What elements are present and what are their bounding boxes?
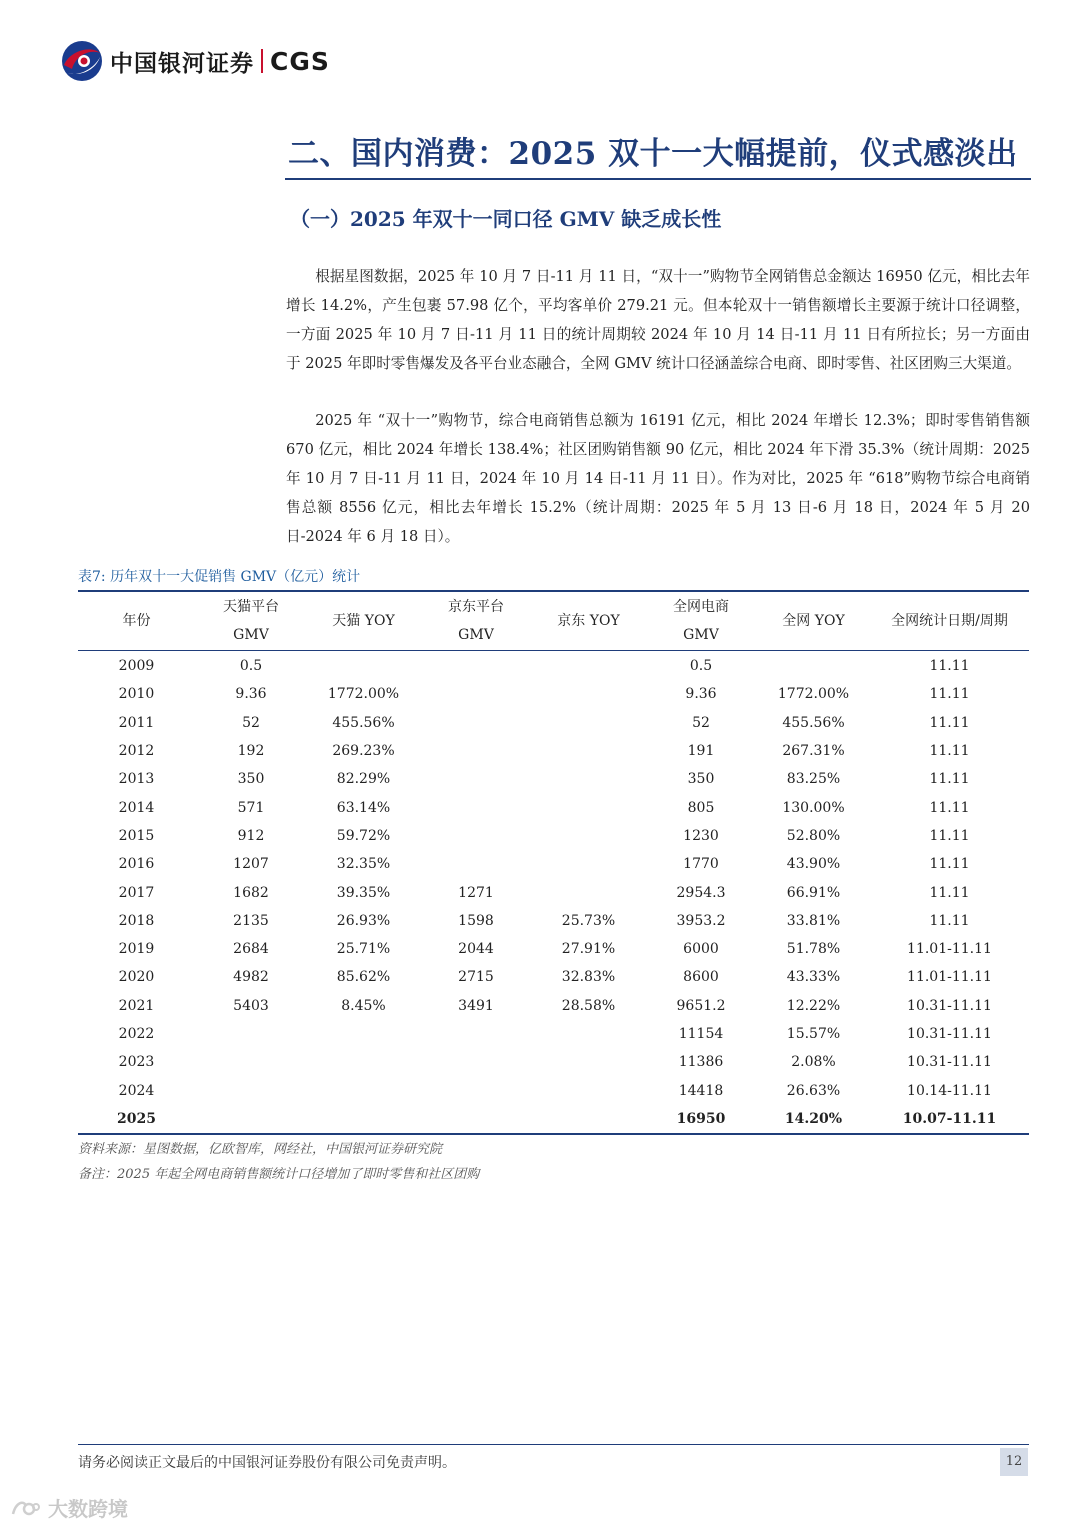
cell-jd-gmv: 2715 <box>458 969 494 986</box>
cell-jd-gmv <box>420 1048 532 1076</box>
table-row <box>78 1020 1029 1048</box>
cell-tmall-gmv: 9.36 <box>235 686 267 703</box>
cell-tmall-gmv: 1682 <box>233 884 269 901</box>
cell-all-gmv: 3953.2 <box>676 912 726 929</box>
cell-jd-yoy <box>532 1076 645 1104</box>
cell-period: 10.31-11.11 <box>907 1026 992 1042</box>
table-row <box>78 765 1029 793</box>
cell-tmall-gmv <box>195 1076 307 1104</box>
watermark <box>10 1493 128 1522</box>
cell-year: 2024 <box>118 1082 155 1099</box>
page-number: 12 <box>1000 1448 1028 1476</box>
cell-jd-gmv <box>420 1076 532 1104</box>
table-row <box>78 935 1029 963</box>
cell-jd-gmv <box>420 1020 532 1048</box>
cell-tmall-yoy <box>307 650 420 680</box>
cell-year: 2019 <box>118 941 155 958</box>
cell-year: 2023 <box>118 1054 155 1071</box>
table-row <box>78 850 1029 878</box>
cell-period: 10.31-11.11 <box>907 997 992 1014</box>
cell-jd-yoy <box>532 878 645 906</box>
cell-period: 11.11 <box>929 912 970 929</box>
cell-all-gmv: 11154 <box>678 1026 724 1042</box>
footer-rule <box>78 1444 1029 1445</box>
header-jd-yoy: 京东 YOY <box>557 613 620 629</box>
cell-tmall-gmv: 192 <box>237 743 265 760</box>
cell-all-yoy: 130.00% <box>782 799 845 816</box>
table-row <box>78 737 1029 765</box>
cell-jd-gmv: 1598 <box>458 912 494 929</box>
cell-all-yoy: 1772.00% <box>777 686 850 703</box>
cell-jd-yoy <box>532 1048 645 1076</box>
cell-all-gmv: 9651.2 <box>676 997 726 1014</box>
watermark-logo-icon <box>10 1496 40 1520</box>
header-jd-gmv: 京东平台 GMV <box>448 599 504 643</box>
section-subtitle: （一）2025 年双十一同口径 GMV 缺乏成长性 <box>290 207 722 231</box>
table-body <box>78 650 1029 1133</box>
cell-jd-yoy <box>532 737 645 765</box>
header-all-yoy: 全网 YOY <box>782 613 845 629</box>
galaxy-logo-icon <box>60 39 104 83</box>
cell-period: 11.11 <box>929 884 970 901</box>
cell-tmall-gmv: 571 <box>237 799 265 816</box>
cell-jd-gmv <box>420 650 532 680</box>
cell-period: 10.31-11.11 <box>907 1054 992 1071</box>
cell-period: 11.01-11.11 <box>907 941 992 958</box>
cell-tmall-yoy: 63.14% <box>336 799 391 816</box>
table-row <box>78 650 1029 680</box>
cell-tmall-gmv <box>195 1105 307 1133</box>
cell-all-yoy: 51.78% <box>786 941 841 958</box>
table-row <box>78 907 1029 935</box>
cell-year: 2017 <box>118 884 155 901</box>
cell-period: 11.11 <box>929 743 970 760</box>
table-row <box>78 963 1029 991</box>
cell-tmall-gmv: 2684 <box>233 941 269 958</box>
cell-all-yoy: 33.81% <box>786 912 841 929</box>
cell-jd-yoy <box>532 1020 645 1048</box>
table-header-row <box>78 592 1029 650</box>
cell-year: 2016 <box>118 856 155 873</box>
cell-tmall-yoy <box>307 1076 420 1104</box>
cell-tmall-yoy: 82.29% <box>336 771 391 788</box>
cell-all-gmv: 805 <box>687 799 715 816</box>
cell-tmall-gmv: 52 <box>242 714 260 731</box>
header-tmall-yoy: 天猫 YOY <box>332 613 395 629</box>
cell-all-gmv: 9.36 <box>685 686 717 703</box>
table-row <box>78 878 1029 906</box>
cell-jd-gmv <box>420 709 532 737</box>
cell-all-yoy <box>757 650 870 680</box>
cell-jd-gmv <box>420 793 532 821</box>
cell-all-yoy: 43.90% <box>786 856 841 873</box>
cell-tmall-yoy: 25.71% <box>336 941 391 958</box>
cell-tmall-yoy: 32.35% <box>336 856 391 873</box>
cell-tmall-yoy: 39.35% <box>336 884 391 901</box>
cell-all-yoy: 267.31% <box>782 743 845 760</box>
cell-jd-yoy <box>532 765 645 793</box>
cell-year: 2018 <box>118 912 155 929</box>
cell-tmall-gmv: 912 <box>237 827 265 844</box>
cell-jd-yoy <box>532 793 645 821</box>
table-row <box>78 992 1029 1020</box>
watermark-text: 大数跨境 <box>48 1497 128 1521</box>
brand-name-en: CGS <box>270 46 330 76</box>
cell-period: 11.11 <box>929 827 970 844</box>
table-row <box>78 709 1029 737</box>
footer-disclaimer: 请务必阅读正文最后的中国银河证券股份有限公司免责声明。 <box>78 1455 456 1471</box>
cell-all-gmv: 1770 <box>683 856 719 873</box>
cell-jd-gmv: 3491 <box>458 997 494 1014</box>
cell-all-gmv: 191 <box>687 743 715 760</box>
cell-year: 2022 <box>118 1026 155 1042</box>
cell-tmall-yoy: 1772.00% <box>327 686 400 703</box>
cell-all-yoy: 52.80% <box>786 827 841 844</box>
cell-all-gmv: 0.5 <box>689 658 713 675</box>
cell-tmall-gmv <box>195 1020 307 1048</box>
cell-all-yoy: 2.08% <box>791 1054 836 1071</box>
cell-all-yoy: 15.57% <box>786 1026 841 1042</box>
cell-jd-gmv <box>420 765 532 793</box>
cell-jd-gmv <box>420 737 532 765</box>
table-row <box>78 793 1029 821</box>
cell-jd-yoy <box>532 850 645 878</box>
cell-jd-gmv <box>420 1105 532 1133</box>
cell-all-gmv: 14418 <box>678 1082 724 1099</box>
cell-tmall-gmv: 350 <box>237 771 265 788</box>
cell-all-yoy: 12.22% <box>786 997 841 1014</box>
cell-year: 2020 <box>118 969 155 986</box>
body-paragraph-2: 2025 年 “双十一”购物节，综合电商销售总额为 16191 亿元，相比 2024 年增长 12.3%；即时零售销售额 670 亿元，相比 2024 年增长 138.4%；社区团购销售额 90 亿元，相比 2024 年下滑 35.3%（统计周期：2025 年 10 月 7 日-11 月 11 日，2024 年 10 月 14 日-11 月 11 日）。作为对比，2025 年 “618”购物节综合电商销售总额 8556 亿元，相比去年增长 15.2%（统计周期：2025 年 5 月 13 日-6 月 18 日，2024 年 5 月 20 日-2024 年 6 月 18 日）。 <box>286 411 1030 545</box>
cell-all-yoy: 66.91% <box>786 884 841 901</box>
cell-period: 10.14-11.11 <box>907 1082 992 1099</box>
cell-tmall-yoy: 8.45% <box>341 997 386 1014</box>
cell-year: 2012 <box>118 743 155 760</box>
cell-jd-yoy <box>532 650 645 680</box>
cell-period: 11.11 <box>929 856 970 873</box>
cell-tmall-gmv: 1207 <box>233 856 269 873</box>
cell-jd-yoy: 27.91% <box>561 941 616 958</box>
cell-year: 2014 <box>118 799 155 816</box>
cell-year: 2011 <box>118 714 155 731</box>
cell-year: 2013 <box>118 771 155 788</box>
table-row <box>78 1048 1029 1076</box>
cell-tmall-gmv: 4982 <box>233 969 269 986</box>
header-all-gmv: 全网电商 GMV <box>673 599 729 643</box>
cell-year: 2025 <box>117 1110 156 1127</box>
brand-name-cn: 中国银河证券 <box>110 50 254 77</box>
cell-tmall-yoy: 455.56% <box>332 714 395 731</box>
gmv-table <box>78 592 1029 1133</box>
cell-jd-yoy <box>532 709 645 737</box>
cell-all-gmv: 8600 <box>683 969 719 986</box>
cell-jd-gmv <box>420 680 532 708</box>
cell-jd-gmv <box>420 822 532 850</box>
cell-tmall-yoy <box>307 1105 420 1133</box>
cell-year: 2009 <box>118 658 155 675</box>
cell-period: 11.11 <box>929 799 970 816</box>
table-bottom-rule <box>78 1133 1029 1135</box>
brand-separator <box>261 49 263 73</box>
cell-all-gmv: 52 <box>692 714 710 731</box>
cell-jd-yoy <box>532 680 645 708</box>
cell-tmall-gmv <box>195 1048 307 1076</box>
section-title: 二、国内消费：2025 双十一大幅提前，仪式感淡出 <box>288 136 1018 172</box>
cell-all-yoy: 43.33% <box>786 969 841 986</box>
body-paragraph-1: 根据星图数据，2025 年 10 月 7 日-11 月 11 日，“双十一”购物节全网销售总金额达 16950 亿元，相比去年增长 14.2%，产生包裹 57.98 亿个，平均客单价 279.21 元。但本轮双十一销售额增长主要源于统计口径调整，一方面 2025 年 10 月 7 日-11 月 11 日的统计周期较 2024 年 10 月 14 日-11 月 11 日有所拉长；另一方面由于 2025 年即时零售爆发及各平台业态融合，全网 GMV 统计口径涵盖综合电商、即时零售、社区团购三大渠道。 <box>286 267 1030 372</box>
cell-jd-gmv <box>420 850 532 878</box>
table-caption: 表7: 历年双十一大促销售 GMV（亿元）统计 <box>78 569 361 585</box>
cell-tmall-gmv: 5403 <box>233 997 269 1014</box>
cell-jd-yoy: 32.83% <box>561 969 616 986</box>
table-row <box>78 680 1029 708</box>
cell-all-gmv: 11386 <box>678 1054 724 1071</box>
cell-jd-yoy <box>532 1105 645 1133</box>
table-row <box>78 1105 1029 1133</box>
cell-year: 2015 <box>118 827 155 844</box>
cell-tmall-yoy: 59.72% <box>336 827 391 844</box>
cell-year: 2010 <box>118 686 155 703</box>
cell-jd-yoy: 25.73% <box>561 912 616 929</box>
cell-all-gmv: 1230 <box>683 827 719 844</box>
table-source-note: 资料来源：星图数据，亿欧智库，网经社，中国银河证券研究院 <box>78 1142 443 1157</box>
header-tmall-gmv: 天猫平台 GMV <box>223 599 279 643</box>
cell-jd-yoy: 28.58% <box>561 997 616 1014</box>
cell-jd-gmv: 2044 <box>458 941 494 958</box>
cell-all-yoy: 26.63% <box>786 1082 841 1099</box>
cell-tmall-yoy <box>307 1048 420 1076</box>
cell-period: 11.11 <box>929 714 970 731</box>
table-row <box>78 822 1029 850</box>
cell-period: 11.11 <box>929 771 970 788</box>
table-remark-note: 备注：2025 年起全网电商销售额统计口径增加了即时零售和社区团购 <box>78 1167 480 1182</box>
cell-all-yoy: 455.56% <box>782 714 845 731</box>
cell-all-gmv: 16950 <box>676 1110 726 1127</box>
cell-tmall-yoy <box>307 1020 420 1048</box>
company-logo <box>60 40 330 82</box>
header-year: 年份 <box>122 613 151 629</box>
cell-period: 11.11 <box>929 658 970 675</box>
table-row <box>78 1076 1029 1104</box>
header-period: 全网统计日期/周期 <box>891 613 1008 629</box>
cell-tmall-gmv: 0.5 <box>239 658 263 675</box>
cell-year: 2021 <box>118 997 155 1014</box>
cell-all-gmv: 2954.3 <box>676 884 726 901</box>
cell-tmall-yoy: 85.62% <box>336 969 391 986</box>
cell-tmall-gmv: 2135 <box>233 912 269 929</box>
cell-jd-yoy <box>532 822 645 850</box>
cell-all-gmv: 6000 <box>683 941 719 958</box>
cell-all-yoy: 14.20% <box>784 1110 843 1127</box>
cell-jd-gmv: 1271 <box>458 884 494 901</box>
cell-all-yoy: 83.25% <box>786 771 841 788</box>
cell-period: 10.07-11.11 <box>902 1110 997 1127</box>
cell-period: 11.11 <box>929 686 970 703</box>
cell-all-gmv: 350 <box>687 771 715 788</box>
section-title-underline <box>285 178 1031 180</box>
cell-tmall-yoy: 269.23% <box>332 743 395 760</box>
cell-period: 11.01-11.11 <box>907 969 992 986</box>
cell-tmall-yoy: 26.93% <box>336 912 391 929</box>
